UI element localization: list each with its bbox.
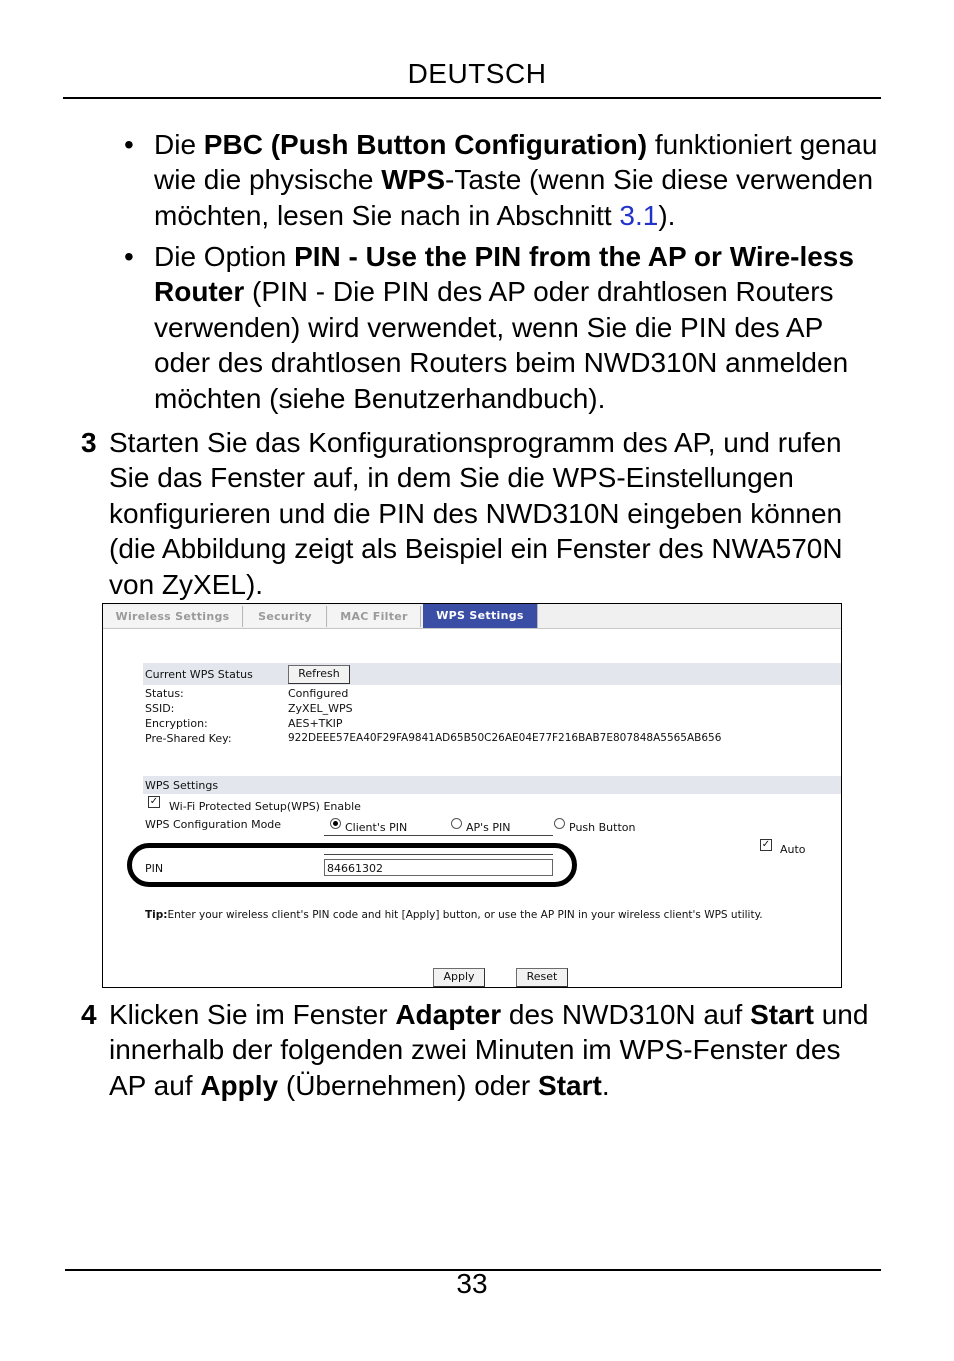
auto-checkbox[interactable]: ✓ [761,839,771,850]
bold-text: PIN - Use the PIN from the AP or Wire-less Router [154,241,854,308]
clients-pin-label: Client's PIN [345,821,408,834]
wps-settings-bar [143,776,841,794]
text: und innerhalb der folgenden zwei Minuten im WPS-Fenster des AP auf [109,999,869,1101]
text: Die [154,129,204,160]
apply-button[interactable]: Apply [433,968,485,987]
reset-button[interactable]: Reset [516,968,568,987]
refresh-button[interactable]: Refresh [288,665,350,684]
step-3 [81,425,879,602]
text: . [601,1069,610,1101]
bold-text: WPS [381,164,446,196]
ssid-label: SSID: [145,702,175,715]
text: funktioniert genau wie die physische [154,129,878,196]
bold-text: PBC (Push Button Configuration) [203,129,648,160]
encryption-label: Encryption: [145,717,208,730]
config-mode-label: WPS Configuration Mode [145,818,282,831]
encryption-value: AES+TKIP [288,717,343,730]
bold-text: Start [750,999,814,1030]
pin-input[interactable]: 84661302 [324,859,553,876]
wps-enable-label: Wi-Fi Protected Setup(WPS) Enable [169,800,361,813]
text: ). [658,199,676,231]
text: Klicken Sie im Fenster [109,999,396,1030]
bullet-pbc [124,127,884,233]
divider [324,835,553,836]
bold-text: Apply [200,1069,279,1101]
page-header-language: DEUTSCH [407,58,547,89]
radio-push-button[interactable] [554,818,565,829]
push-button-label: Push Button [569,821,636,834]
bullet-pin [124,239,884,416]
header-rule [63,97,881,99]
ssid-value: ZyXEL_WPS [288,702,353,715]
section-link[interactable]: 3.1 [619,199,659,231]
tab-bar [103,604,841,629]
highlight-oval [127,843,577,887]
step-text: Starten Sie das Konfigurationsprogramm des AP, und rufen Sie das Fenster auf, in dem Sie die WPS-Einstellungen konfigurieren und die PIN des NWD310N eingeben können (die Abbildung zeigt als Beispiel ein Fenster des NWA570N von ZyXEL). [109,427,843,600]
text: -Taste (wenn Sie diese verwenden möchten, lesen Sie nach in Abschnitt [154,164,874,231]
text: (Übernehmen) oder [278,1069,539,1101]
tab-wireless-settings[interactable]: Wireless Settings [103,606,243,627]
status-value: Configured [288,687,349,700]
tip-text [145,909,763,921]
pin-label: PIN [145,862,164,875]
radio-aps-pin[interactable] [451,818,462,829]
text: (PIN - Die PIN des AP oder drahtlosen Routers verwenden) wird verwendet, wenn Sie die PIN des AP oder des drahtlosen Routers beim NWD310N anmelden möchten (siehe Benutzerhandbuch). [154,276,849,414]
tab-mac-filter[interactable]: MAC Filter [328,606,421,627]
step-number: 3 [81,427,97,458]
bullet-dot: • [124,241,134,272]
tab-security[interactable]: Security [244,606,327,627]
text: des NWD310N auf [501,999,751,1030]
bold-text: Start [538,1069,602,1101]
page-number: 33 [456,1268,488,1299]
wps-enable-checkbox[interactable]: ✓ [149,796,159,807]
bold-text: Adapter [395,999,502,1030]
radio-clients-pin[interactable] [330,818,341,829]
wps-settings-title: WPS Settings [145,779,219,792]
text: Die Option [154,241,295,272]
bullet-dot: • [124,129,134,160]
step-number: 4 [81,999,97,1030]
tab-wps-settings[interactable]: WPS Settings [423,604,538,628]
auto-label: Auto [780,843,806,856]
wps-settings-screenshot [102,603,842,988]
tip-body: Enter your wireless client's PIN code and hit [Apply] button, or use the AP PIN in your wireless client's WPS utility. [167,909,763,921]
tip-bold: Tip: [145,909,168,921]
aps-pin-label: AP's PIN [466,821,511,834]
step-4 [81,997,879,1103]
current-wps-status-title: Current WPS Status [145,668,253,681]
status-label: Status: [145,687,184,700]
psk-value: 922DEEE57EA40F29FA9841AD65B50C26AE04E77F216BAB7E807848A5565AB656 [288,732,722,744]
psk-label: Pre-Shared Key: [145,732,232,745]
